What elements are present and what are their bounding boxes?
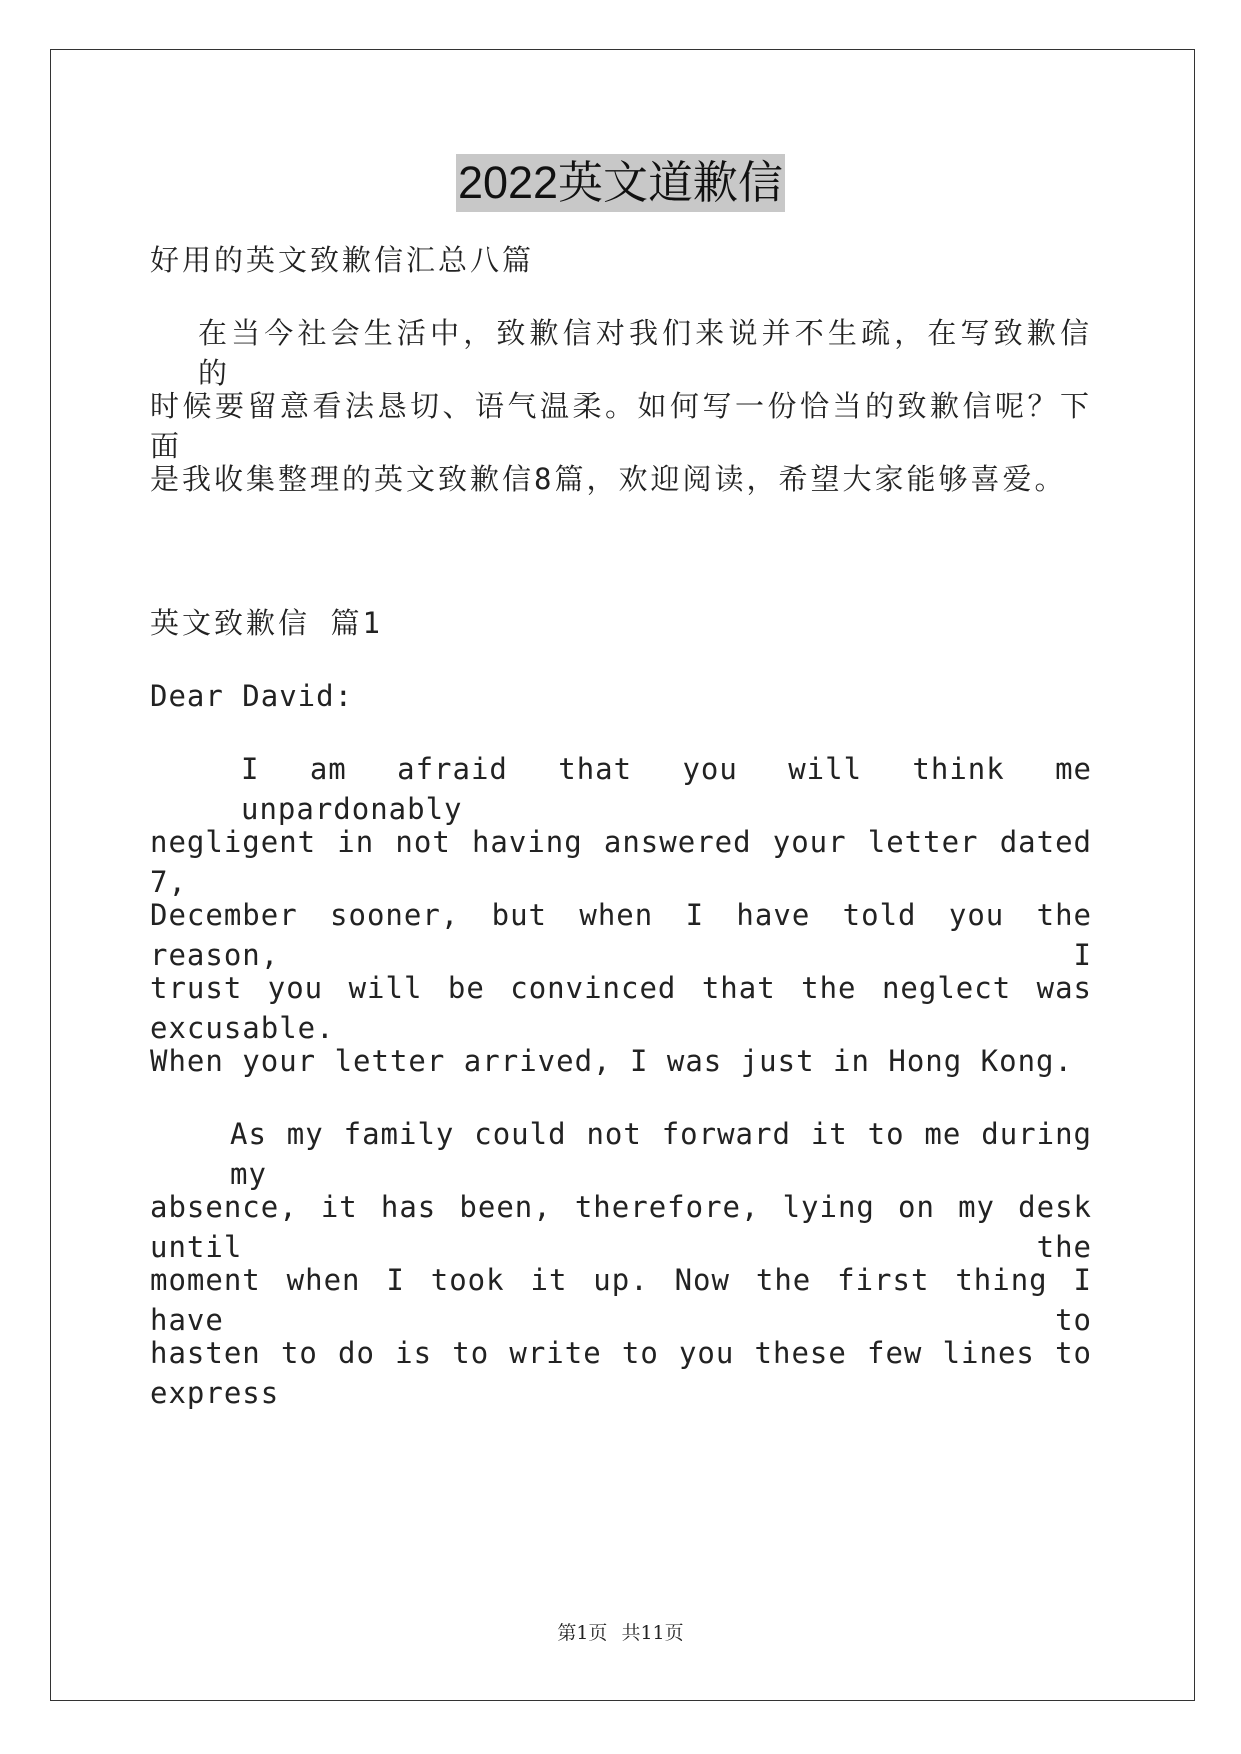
body-line-9: hasten to do is to write to you these few lines to express [150, 1336, 1092, 1410]
body-line-4: trust you will be convinced that the neglect was excusable. [150, 971, 1092, 1045]
section-heading: 英文致歉信 篇1 [150, 606, 383, 640]
intro-line-2: 时候要留意看法恳切、语气温柔。如何写一份恰当的致歉信呢？下面 [150, 389, 1092, 463]
body-line-7: absence, it has been, therefore, lying on my desk until the [150, 1190, 1092, 1264]
title-container [0, 154, 1241, 212]
page-footer [0, 1620, 1241, 1646]
body-line-1: I am afraid that you will think me unpardonably [241, 752, 1092, 826]
body-line-5: When your letter arrived, I was just in Hong Kong. [150, 1044, 1073, 1078]
page-number: 第1页 [557, 1622, 608, 1644]
body-line-6: As my family could not forward it to me during my [230, 1117, 1092, 1191]
page-border [50, 49, 1195, 1701]
page-total: 共11页 [621, 1622, 684, 1644]
intro-line-3: 是我收集整理的英文致歉信8篇，欢迎阅读，希望大家能够喜爱。 [150, 462, 1067, 496]
document-subtitle: 好用的英文致歉信汇总八篇 [150, 243, 535, 277]
intro-line-1: 在当今社会生活中，致歉信对我们来说并不生疏，在写致歉信的 [198, 316, 1092, 390]
body-line-3: December sooner, but when I have told you the reason, I [150, 898, 1092, 972]
body-line-8: moment when I took it up. Now the first thing I have to [150, 1263, 1092, 1337]
body-line-2: negligent in not having answered your letter dated 7, [150, 825, 1092, 899]
document-title: 2022英文道歉信 [456, 154, 785, 212]
salutation: Dear David: [150, 679, 354, 713]
